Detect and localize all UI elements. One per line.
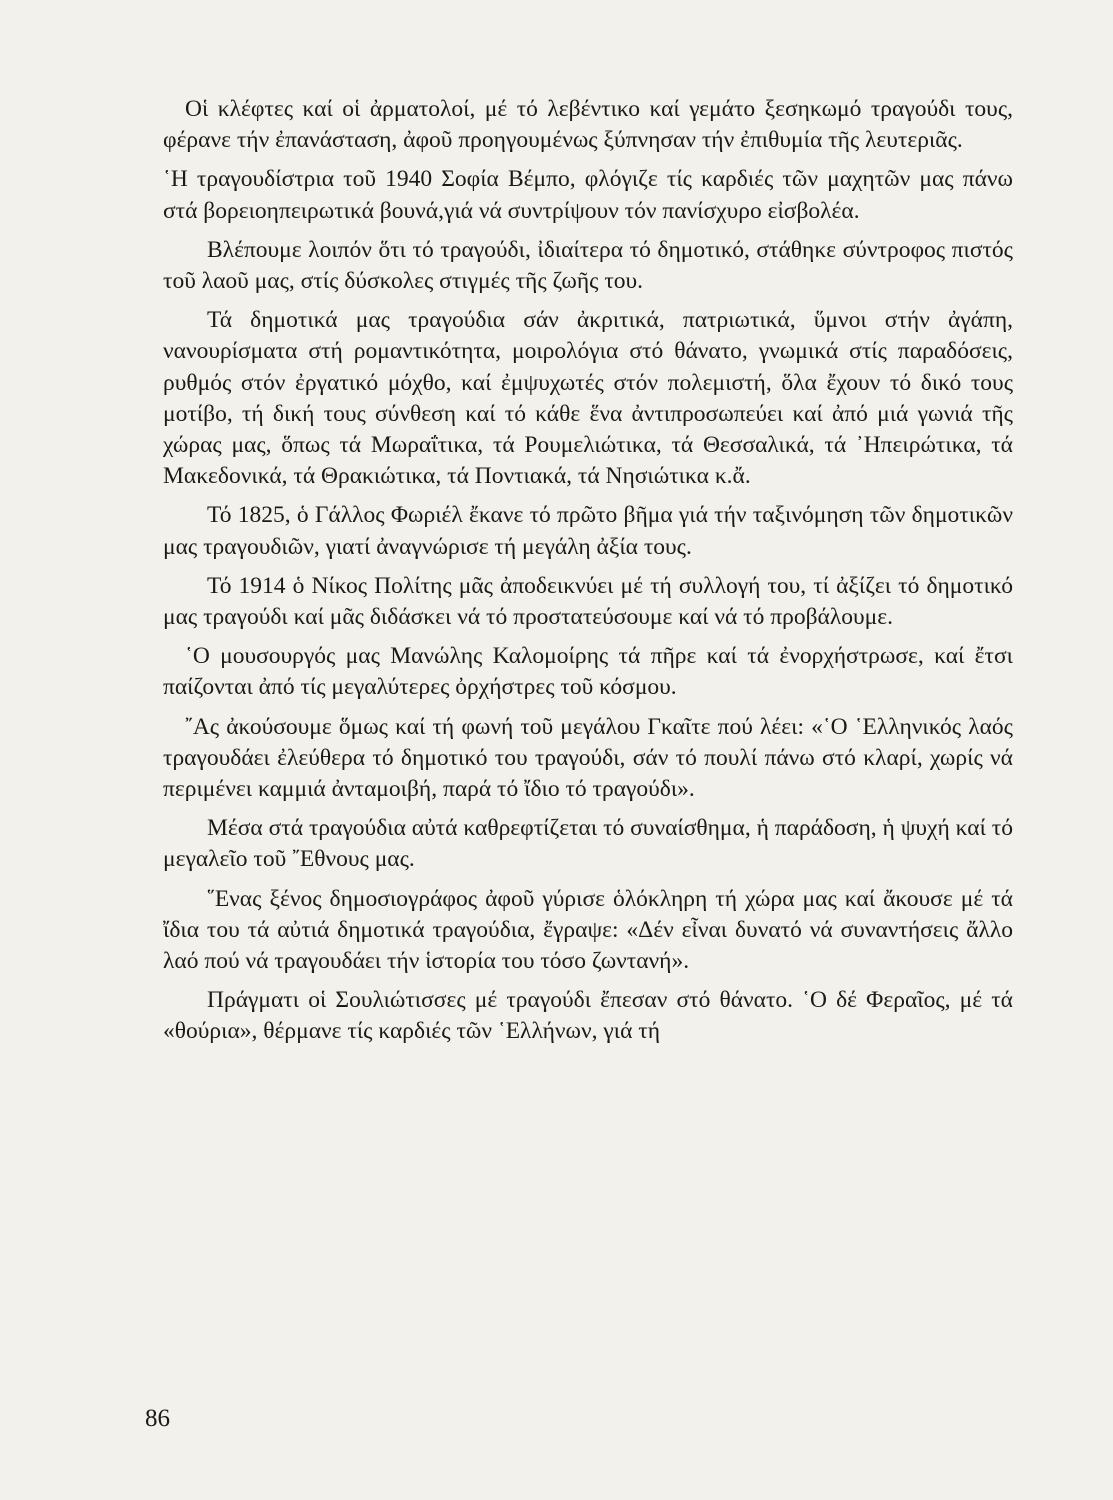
paragraph-1: Οἱ κλέφτες καί οἱ ἀρματολοί, μέ τό λεβέντικο καί γεμάτο ξεσηκωμό τραγούδι τους, φέρανε τήν ἐπανάσταση, ἀφοῦ προηγουμένως ξύπνησαν τήν ἐπιθυμία τῆς λευτεριᾶς. [163, 96, 1013, 154]
paragraph-4: Τά δημοτικά μας τραγούδια σάν ἀκριτικά, πατριωτικά, ὕμνοι στήν ἀγάπη, νανουρίσματα στή ρομαντικότητα, μοιρολόγια στό θάνατο, γνωμικά στίς παραδόσεις, ρυθμός στόν ἐργατικό μόχθο, καί ἐμψυχωτές στόν πολεμιστή, ὅλα ἔχουν τό δικό τους μοτίβο, τή δική τους σύνθεση καί τό κάθε ἕνα ἀντιπροσωπεύει καί ἀπό μιά γωνιά τῆς χώρας μας, ὅπως τά Μωραΐτικα, τά Ρουμελιώτικα, τά Θεσσαλικά, τά ᾿Ηπειρώτικα, τά Μακεδονικά, τά Θρακιώτικα, τά Ποντιακά, τά Νησιώτικα κ.ἄ. [163, 307, 1013, 490]
paragraph-10: ῞Ενας ξένος δημοσιογράφος ἀφοῦ γύρισε ὁλόκληρη τή χώρα μας καί ἄκουσε μέ τά ἴδια του τά αὐτιά δημοτικά τραγούδια, ἔγραψε: «Δέν εἶναι δυνατό νά συναντήσεις ἄλλο λαό πού νά τραγουδάει τήν ἱστορία του τόσο ζωντανή». [163, 885, 1013, 975]
paragraph-9: Μέσα στά τραγούδια αὐτά καθρεφτίζεται τό συναίσθημα, ἡ παράδοση, ἡ ψυχή καί τό μεγαλεῖο τοῦ ῎Εθνους μας. [163, 815, 1013, 873]
paragraph-11: Πράγματι οἱ Σουλιώτισσες μέ τραγούδι ἔπεσαν στό θάνατο. ῾Ο δέ Φεραῖος, μέ τά «θούρια», θέρμανε τίς καρδιές τῶν ῾Ελλήνων, γιά τή [163, 987, 1013, 1045]
page-body-text [163, 94, 1013, 1056]
paragraph-6: Τό 1914 ὁ Νίκος Πολίτης μᾶς ἀποδεικνύει μέ τή συλλογή του, τί ἀξίζει τό δημοτικό μας τραγούδι καί μᾶς διδάσκει νά τό προστατεύσουμε καί νά τό προβάλουμε. [163, 572, 1013, 631]
page-number: 86 [145, 1405, 170, 1432]
paragraph-7: ῾Ο μουσουργός μας Μανώλης Καλομοίρης τά πῆρε καί τά ἐνορχήστρωσε, καί ἔτσι παίζονται ἀπό τίς μεγαλύτερες ὀρχήστρες τοῦ κόσμου. [163, 643, 1013, 701]
paragraph-5: Τό 1825, ὁ Γάλλος Φωριέλ ἔκανε τό πρῶτο βῆμα γιά τήν ταξινόμηση τῶν δημοτικῶν μας τραγουδιῶν, γιατί ἀναγνώρισε τή μεγάλη ἀξία τους. [163, 502, 1013, 560]
paragraph-3: Βλέπουμε λοιπόν ὅτι τό τραγούδι, ἰδιαίτερα τό δημοτικό, στάθηκε σύντροφος πιστός τοῦ λαοῦ μας, στίς δύσκολες στιγμές τῆς ζωῆς του. [163, 236, 1013, 295]
paragraph-8: ῎Ας ἀκούσουμε ὅμως καί τή φωνή τοῦ μεγάλου Γκαῖτε πού λέει: «῾Ο ῾Ελληνικός λαός τραγουδάει ἐλεύθερα τό δημοτικό του τραγούδι, σάν τό πουλί πάνω στό κλαρί, χωρίς νά περιμένει καμμιά ἀνταμοιβή, παρά τό ἴδιο τό τραγούδι». [163, 713, 1013, 803]
paragraph-2: ῾Η τραγουδίστρια τοῦ 1940 Σοφία Βέμπο, φλόγιζε τίς καρδιές τῶν μαχητῶν μας πάνω στά βορειοηπειρωτικά βουνά,γιά νά συντρίψουν τόν πανίσχυρο εἰσβολέα. [163, 166, 1013, 224]
